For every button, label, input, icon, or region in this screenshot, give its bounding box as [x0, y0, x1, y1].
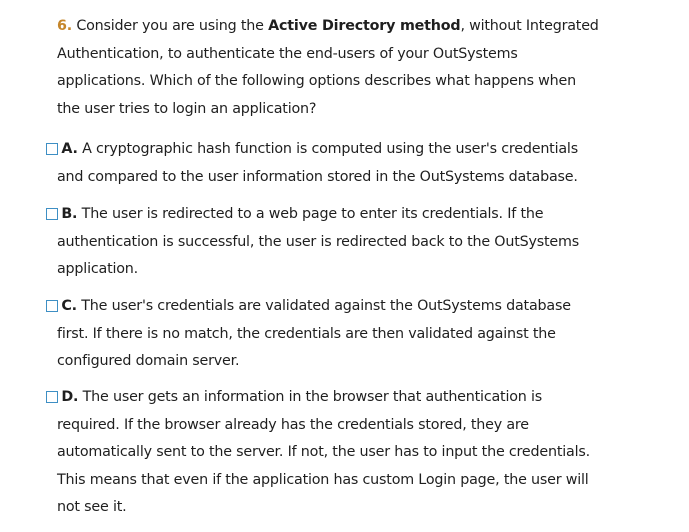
question-line-1 — [57, 13, 657, 41]
option-b-checkbox[interactable] — [46, 208, 58, 220]
question-line-1-end: , without Integrated — [460, 18, 599, 34]
option-a-letter: A. — [61, 141, 78, 157]
option-a-line-1 — [57, 136, 657, 164]
option-a-checkbox[interactable] — [46, 143, 58, 155]
option-a[interactable] — [57, 136, 657, 191]
question-intro: Consider you are using the — [76, 18, 269, 34]
question-line-4: the user tries to login an application? — [57, 100, 317, 117]
option-d-letter: D. — [61, 389, 79, 405]
option-d-line-3: automatically sent to the server. If not, the user has to input the credentials. — [57, 444, 590, 460]
option-d-line-2: required. If the browser already has the credentials stored, they are — [57, 416, 529, 433]
option-b[interactable] — [57, 201, 657, 284]
option-c-line-2: first. If there is no match, the credentials are then validated against the — [57, 325, 556, 342]
option-a-line-2: and compared to the user information stored in the OutSystems database. — [57, 168, 578, 185]
option-b-text-1: The user is redirected to a web page to enter its credentials. If the — [81, 206, 544, 222]
question-method: Active Directory method — [268, 18, 461, 34]
option-d-line-1 — [57, 384, 657, 412]
option-c-checkbox[interactable] — [46, 300, 58, 312]
option-d-text-1: The user gets an information in the browser that authentication is — [82, 389, 542, 405]
option-d-line-4: This means that even if the application has custom Login page, the user will — [57, 471, 589, 488]
question-line-2: Authentication, to authenticate the end-users of your OutSystems — [57, 45, 518, 62]
question-text — [57, 13, 657, 123]
option-c-letter: C. — [61, 298, 77, 314]
option-c-line-3: configured domain server. — [57, 353, 240, 369]
option-d-line-5: not see it. — [57, 499, 127, 515]
option-c-text-1: The user's credentials are validated against the OutSystems database — [81, 298, 571, 314]
option-c[interactable] — [57, 293, 657, 376]
option-d-checkbox[interactable] — [46, 391, 58, 403]
option-a-text-1: A cryptographic hash function is computed using the user's credentials — [82, 141, 578, 157]
question-line-3: applications. Which of the following options describes what happens when — [57, 73, 576, 89]
option-b-letter: B. — [61, 206, 78, 222]
question-number: 6. — [57, 18, 72, 34]
option-b-line-2: authentication is successful, the user is redirected back to the OutSystems — [57, 233, 579, 250]
option-d[interactable] — [57, 384, 657, 522]
option-c-line-1 — [57, 293, 657, 321]
option-b-line-1 — [57, 201, 657, 229]
option-b-line-3: application. — [57, 261, 139, 277]
